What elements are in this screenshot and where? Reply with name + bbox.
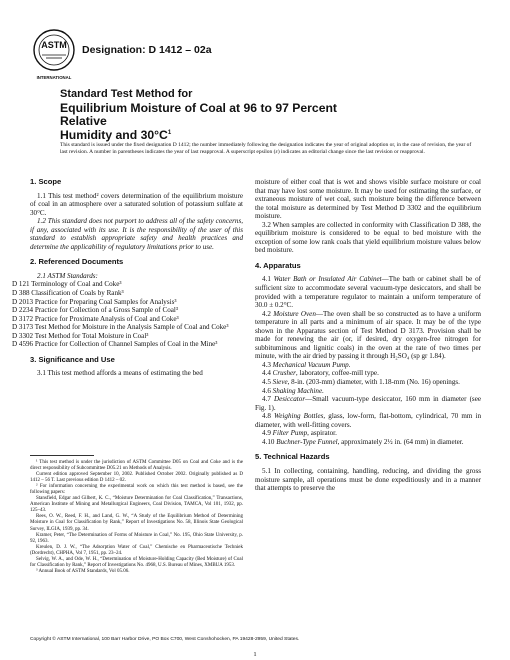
- apparatus-4-5: 4.5 Sieve, 8-in. (203-mm) diameter, with 1.18-mm (No. 16) openings.: [262, 378, 460, 387]
- apparatus-4-10: 4.10 Buchner-Type Funnel, approximately 2½ in. (64 mm) in diameter.: [262, 437, 464, 446]
- issuance-notice: This standard is issued under the fixed designation D 1412; the number immediately following the designation indicates the year of original adoption or, in the case of revision, the year of last revision. A number in parentheses indicates the year of last reapproval. A superscript epsilon (ε) indicates an editorial change since the last revision or reapproval.: [60, 142, 472, 155]
- astm-logo-icon: [30, 28, 78, 88]
- apparatus-4-6: 4.6 Shaking Machine.: [262, 386, 324, 395]
- apparatus-4-1: 4.1 Water Bath or Insulated Air Cabinet—The bath or cabinet shall be of sufficient size to accommodate several vacuum-type desiccators, and shall be provided with a temperature regulator to maintain a uniform temperature of 30.0 ± 0.2°C.: [255, 275, 481, 310]
- footnote: ² For information concerning the experimental work on which this test method is based, see the following papers:: [30, 484, 243, 496]
- right-column: [255, 178, 481, 493]
- title-line-3: Humidity and $30^\circ C^1$: [60, 127, 172, 142]
- section-heading-scope: 1. Scope: [30, 177, 62, 186]
- svg-text:INTERNATIONAL: INTERNATIONAL: [36, 75, 72, 80]
- reference-item: D 4596 Practice for Collection of Channel Samples of Coal in the Mine³: [12, 340, 218, 349]
- apparatus-4-4: 4.4 Crusher, laboratory, coffee-mill type.: [262, 369, 379, 378]
- title-line-1: Standard Test Method for: [60, 88, 193, 100]
- reference-item: D 2013 Practice for Preparing Coal Samples for Analysis³: [12, 297, 177, 306]
- reference-item: D 388 Classification of Coals by Rank³: [12, 289, 124, 298]
- scope-1-2: 1.2 This standard does not purport to address all of the safety concerns, if any, associated with its use. It is the responsibility of the user of this standard to establish appropriate safety and health practices and determine the applicability of regulatory limitations prior to use.: [30, 217, 243, 251]
- hazards-5-1: 5.1 In collecting, containing, handling, reducing, and dividing the gross moisture sample, all operations must be done expeditiously and in a manner that attempts to preserve the: [255, 466, 481, 493]
- svg-text:ASTM: ASTM: [41, 40, 67, 50]
- section-heading-technical-hazards: 5. Technical Hazards: [255, 452, 330, 462]
- apparatus-4-2: 4.2 Moisture Oven—The oven shall be so constructed as to have a uniform temperature in all parts and a minimum of air space. It may be of the type shown in the Apparatus section of Test Method D 3173. Provision shall be made for renewing the air (or, if desired, dry oxygen-free nitrogen for subbituminous and lignitic coals) in the oven at the rate of two times per minute, with the air dried by passing it through H₂SO₄ (sp gr 1.84).: [255, 309, 481, 361]
- reference-item: D 121 Terminology of Coal and Coke³: [12, 280, 122, 289]
- reference-item: D 3172 Practice for Proximate Analysis of Coal and Coke³: [12, 314, 179, 323]
- astm-logo: [30, 28, 78, 88]
- significance-3-1: 3.1 This test method affords a means of estimating the bed: [37, 369, 203, 378]
- copyright-notice: Copyright © ASTM International, 100 Barr Harbor Drive, PO Box C700, West Conshohocken, PA 19428-2959, United States.: [30, 637, 300, 642]
- significance-3-2: 3.2 When samples are collected in conformity with Classification D 388, the equilibrium moisture is considered to be equal to bed moisture with the exception of some low rank coals that yield equilibrium moisture values below bed moisture.: [255, 220, 481, 255]
- page-number: 1: [253, 651, 257, 658]
- apparatus-4-7: 4.7 Desiccator—Small vacuum-type desiccator, 160 mm in diameter (see Fig. 1).: [255, 395, 481, 412]
- apparatus-4-8: 4.8 Weighing Bottles, glass, low-form, flat-bottom, cylindrical, 70 mm in diameter, with well-fitting covers.: [255, 412, 482, 429]
- left-column: [12, 177, 243, 378]
- significance-3-1-continued: moisture of either coal that is wet and shows visible surface moisture or coal that may have lost some moisture. It may be used for estimating the surface, or extraneous moisture of wet coal, such moisture being the difference between the total moisture as determined by Test Method D 3302 and the equilibrium moisture.: [255, 178, 481, 221]
- astm-standards-label: 2.1 ASTM Standards:: [37, 271, 98, 280]
- footnote: Rees, O. W., Reed, F. H., and Land, G. W., “A Study of the Equilibrium Method of Determining Moisture in Coal for Classification by Rank,” Report of Investigations No. 58, Illinois State Geological Survey, ILGIA, 1939, pp. 34.: [30, 514, 243, 532]
- footnote: Kreulen, D. J. W., “The Adsorption Water of Coal,” Chemische en Pharmaceutische Techniek (Dordrecht), CHPHA, Vol 7, 1951, pp. 23–24.: [30, 544, 243, 556]
- reference-item: D 3302 Test Method for Total Moisture in Coal³: [12, 331, 149, 340]
- footnote: ¹ This test method is under the jurisdiction of ASTM Committee D05 on Coal and Coke and is the direct responsibility of Subcommittee D05.21 on Methods of Analysis.: [30, 460, 243, 472]
- footnotes: [30, 460, 243, 575]
- footnote: Stansfield, Edgar and Gilbert, K. C., “Moisture Determination for Coal Classification,” Transactions, American Institute of Mining and Metallurgical Engineers, Coal Division, TAMCA, Vol 101, 1932, pp. 125–43.: [30, 496, 243, 514]
- footnote: Selvig, W. A., and Ode, W. H., “Determination of Moisture-Holding Capacity (Bed Moisture) of Coal for Classification by Rank,” Report of Investigations No. 4968, U.S. Bureau of Mines, XMBUA 1953.: [30, 556, 243, 568]
- apparatus-4-9: 4.9 Filter Pump, aspirator.: [262, 429, 337, 438]
- section-heading-apparatus: 4. Apparatus: [255, 260, 301, 270]
- reference-item: D 2234 Practice for Collection of a Gross Sample of Coal³: [12, 306, 179, 315]
- footnote: Current edition approved September 10, 2002. Published October 2002. Originally published as D 1412 – 56 T. Last previous edition D 1412 – 02.: [30, 472, 243, 484]
- footnote: Kramer, Peter, “The Determination of Forms of Moisture in Coal,” No. 195, Ohio State University, p. 92, 1963.: [30, 532, 243, 544]
- title-line-2: Equilibrium Moisture of Coal at 96 to 97 Percent Relative: [60, 100, 337, 128]
- section-heading-significance: 3. Significance and Use: [30, 354, 115, 364]
- document-title: [60, 88, 380, 142]
- scope-1-1: 1.1 This test method² covers determination of the equilibrium moisture of coal in an atmosphere over a saturated solution of potassium sulfate at 30°C.: [30, 191, 243, 217]
- footnote-divider: [30, 455, 94, 456]
- apparatus-4-3: 4.3 Mechanical Vacuum Pump.: [262, 360, 351, 369]
- footnote: ³ Annual Book of ASTM Standards, Vol 05.06.: [36, 568, 130, 574]
- reference-list: [12, 280, 243, 349]
- reference-item: D 3173 Test Method for Moisture in the Analysis Sample of Coal and Coke³: [12, 323, 229, 332]
- section-heading-referenced-documents: 2. Referenced Documents: [30, 257, 124, 267]
- designation: Designation: D 1412 – 02a: [82, 44, 212, 56]
